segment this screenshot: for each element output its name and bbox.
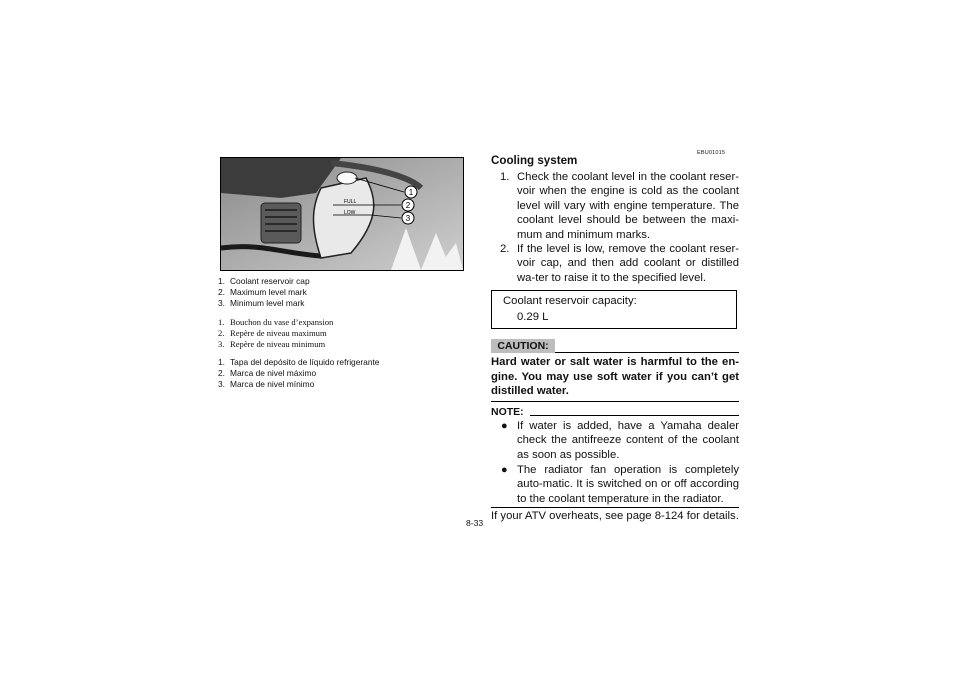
step-text: Check the coolant level in the coolant reser-voir when the engine is cold as the coolant level will vary with engine temperature. The coolant level should be between the maxi-mum and minimum marks. — [517, 171, 739, 241]
legend-item: 2. Repère de niveau maximum — [218, 328, 327, 338]
note-top-rule — [530, 415, 739, 416]
full-mark-label: FULL — [344, 199, 357, 205]
coolant-reservoir-illustration — [221, 158, 463, 270]
low-mark-label: LOW — [344, 210, 356, 216]
capacity-box — [491, 290, 737, 329]
overheat-reference: If your ATV overheats, see page 8-124 for details. — [491, 510, 739, 522]
note-label: NOTE: — [491, 406, 524, 418]
svg-text:1: 1 — [408, 188, 414, 197]
legend-item: 1. Bouchon du vase d’expansion — [218, 317, 334, 327]
legend-item: 2. Maximum level mark — [218, 287, 307, 297]
page-number: 8-33 — [466, 518, 484, 528]
caution-text: Hard water or salt water is harmful to the en-gine. You may use soft water if you can’t get distilled water. — [491, 356, 739, 398]
caution-top-rule — [555, 352, 739, 353]
legend-spanish — [218, 357, 468, 390]
capacity-value: 0.29 L — [517, 311, 549, 323]
note-bullet — [491, 463, 739, 506]
capacity-label: Coolant reservoir capacity: — [503, 295, 637, 307]
legend-item: 2. Marca de nivel máximo — [218, 368, 317, 378]
bullet-text: If water is added, have a Yamaha dealer check the antifreeze content of the coolant as soon as possible. — [517, 420, 739, 461]
note-bottom-rule — [491, 507, 739, 508]
legend-item: 1. Tapa del depósito de líquido refrigerante — [218, 357, 380, 367]
callout-2 — [402, 199, 414, 211]
step-text: If the level is low, remove the coolant reser-voir cap, and then add coolant or distilled wa-ter to raise it to the specified level. — [517, 243, 739, 284]
svg-text:3: 3 — [405, 214, 411, 223]
reservoir-cap — [337, 172, 357, 184]
step-item — [491, 170, 739, 242]
step-number: 2. — [500, 243, 510, 255]
bullet-icon: ● — [501, 464, 508, 476]
callout-3 — [402, 212, 414, 224]
coolant-reservoir-figure — [220, 157, 464, 271]
bullet-text: The radiator fan operation is completely auto-matic. It is switched on or off according to the coolant temperature in the radiator. — [517, 464, 739, 505]
section-heading: Cooling system — [491, 154, 578, 167]
legend-english — [218, 276, 468, 309]
bullet-icon: ● — [501, 420, 508, 432]
legend-french — [218, 317, 468, 350]
legend-item: 1. Coolant reservoir cap — [218, 276, 310, 286]
legend-item: 3. Minimum level mark — [218, 298, 305, 308]
caution-label: CAUTION: — [491, 339, 555, 353]
section-code: EBU01015 — [697, 150, 726, 156]
callout-1 — [405, 186, 417, 198]
svg-text:2: 2 — [405, 201, 411, 210]
step-item — [491, 242, 739, 285]
legend-item: 3. Repère de niveau minimum — [218, 339, 326, 349]
step-number: 1. — [500, 171, 510, 183]
caution-bottom-rule — [491, 401, 739, 402]
note-bullet — [491, 419, 739, 462]
legend-item: 3. Marca de nivel mínimo — [218, 379, 315, 389]
